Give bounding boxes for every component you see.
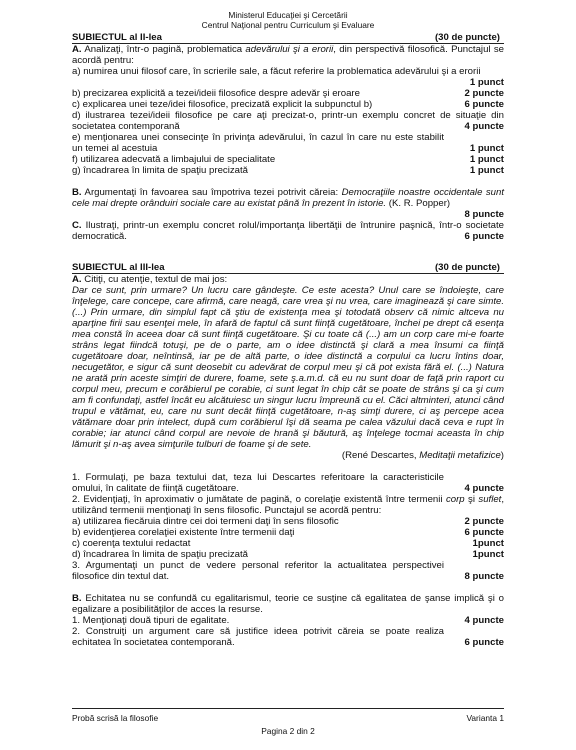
s2-a-intro-text: Analizaţi, într-o pagină, problematica [84, 44, 246, 55]
s2-item-c-text: c) explicarea unei teze/idei filosofice, precizată explicit la subpunctul b) [72, 99, 373, 110]
section-2 [72, 32, 504, 242]
s2-c-score: 6 puncte [464, 231, 504, 242]
s3-q2-item-a [72, 516, 504, 527]
s3-b1 [72, 615, 504, 626]
s3-q2-item-c-score: 1punct [472, 538, 504, 549]
s2-item-g-text: g) încadrarea în limita de spaţiu precizată [72, 165, 248, 176]
s3-a-intro-text: Citiţi, cu atenţie, textul de mai jos: [84, 274, 228, 285]
quote-source [72, 450, 504, 461]
s2-item-e [72, 132, 504, 154]
s2-item-b [72, 88, 504, 99]
s2-item-b-score: 2 puncte [464, 88, 504, 99]
s2-b-label: B. [72, 187, 82, 198]
s3-b2-text: 2. Construiţi un argument care să justifice ideea potrivit căreia se poate realiza echitatea în societatea contemporană. [72, 626, 444, 648]
s3-b-text [72, 593, 504, 615]
s2-item-b-text: b) precizarea explicită a tezei/ideii filosofice despre adevăr şi eroare [72, 88, 360, 99]
s2-b-score: 8 puncte [464, 209, 504, 220]
s3-q2-item-d-text: d) încadrarea în limita de spaţiu precizată [72, 549, 248, 560]
s2-c-body: Ilustraţi, printr-un exemplu concret rolul/importanţa libertăţii de întrunire paşnică, într-o societate democratică. [72, 220, 504, 242]
s3-q2-item-c [72, 538, 504, 549]
section-2-points: (30 de puncte) [434, 32, 500, 43]
s2-b-text-1: Argumentaţi în favoarea sau împotriva tezei potrivit căreia: [84, 187, 342, 198]
s3-q3-score: 8 puncte [464, 571, 504, 582]
s3-q2-term-suflet: suflet [478, 494, 502, 505]
s2-item-d-text: d) ilustrarea tezei/ideii filosofice pe care aţi precizat-o, printr-un exemplu concret de situaţie din societatea contemporană [72, 110, 504, 132]
s2-b-quote: Democraţiile noastre occidentale sunt cele mai drepte orânduiri sociale care au existat până în prezent în istorie. [72, 187, 505, 209]
s3-q2-item-a-score: 2 puncte [464, 516, 504, 527]
s2-item-d-score: 4 puncte [464, 121, 504, 132]
s3-q2-item-b-text: b) evidenţierea corelaţiei existente între termenii daţi [72, 527, 295, 538]
quote-source-author: (René Descartes, [341, 450, 420, 461]
s3-q2-term-corp: corp [445, 494, 465, 505]
section-3-points: (30 de puncte) [434, 262, 500, 273]
s3-b-body: Echitatea nu se confundă cu egalitarismul, teorie ce susţine că egalitatea de şanse implică şi o egalizare a posibilităţilor de acces la resurse. [72, 593, 504, 615]
s3-q2-text-2: , utilizând termenii menţionaţi în sens filosofic. Punctajul se acordă pentru: [72, 494, 504, 516]
s3-q2-text-1: 2. Evidenţiaţi, în aproximativ o jumătate de pagină, o corelaţie existentă între termenii [72, 494, 446, 505]
s3-q1-text: 1. Formulaţi, pe baza textului dat, teza lui Descartes referitoare la caracteristicile omului, în calitate de fiinţă cugetătoare. [72, 472, 444, 494]
s3-q2-item-c-text: c) coerenţa textului redactat [72, 538, 191, 549]
s3-a-label: A. [72, 274, 82, 285]
s3-q2-item-d-score: 1punct [472, 549, 504, 560]
s3-b1-text: 1. Menţionaţi două tipuri de egalitate. [72, 615, 230, 626]
section-2-title: SUBIECTUL al II-lea [72, 32, 162, 43]
s2-item-a-text: a) numirea unui filosof care, în scrierile sale, a făcut referire la problematica adevărului şi a erorii [72, 66, 481, 77]
s2-item-f-score: 1 punct [469, 154, 504, 165]
s3-b2-score: 6 puncte [464, 637, 504, 648]
quote-source-title: Meditaţii metafizice [419, 450, 501, 461]
s3-q2-text [72, 494, 504, 516]
center-name: Centrul Naţional pentru Curriculum şi Evaluare [201, 20, 375, 30]
s2-a-label: A. [72, 44, 82, 55]
s3-q1-score: 4 puncte [464, 483, 504, 494]
s2-b-author: (K. R. Popper) [386, 198, 451, 209]
s2-item-e-text: e) menţionarea unei consecinţe în privinţa adevărului, în cazul în care nu este stabilit un temei al acestuia [72, 132, 444, 154]
s2-a-intro [72, 44, 504, 66]
s3-q3-text: 3. Argumentaţi un punct de vedere personal referitor la actualitatea perspectivei filosofice din textul dat. [72, 560, 444, 582]
s3-b1-score: 4 puncte [464, 615, 504, 626]
s2-item-d [72, 110, 504, 132]
s2-item-g-score: 1 punct [469, 165, 504, 176]
footer-divider [72, 708, 504, 709]
page-number: Pagina 2 din 2 [261, 726, 315, 736]
section-3-heading [72, 262, 504, 274]
section-3 [72, 262, 504, 648]
s2-a-intro-em: adevărului şi a erorii [245, 44, 334, 55]
s3-q2-item-d [72, 549, 504, 560]
s2-item-g [72, 165, 504, 176]
s2-c-label: C. [72, 220, 82, 231]
s3-q2-item-a-text: a) utilizarea fiecăruia dintre cei doi termeni daţi în sens filosofic [72, 516, 339, 527]
s3-q2-item-b [72, 527, 504, 538]
ministry-name: Ministerul Educaţiei şi Cercetării [228, 10, 348, 20]
s2-a-intro-text-2: , din perspectivă filosofică. Punctajul se acordă pentru: [72, 44, 504, 66]
section-2-heading [72, 32, 504, 44]
s3-a-intro [72, 274, 504, 285]
descartes-quote: Dar ce sunt, prin urmare? Un lucru care gândeşte. Ce este acesta? Unul care se îndoieşte, care înţelege, care concepe, care afirmă, care neagă, care vrea şi nu vrea, care imaginează şi care simte. (...) Prin urmare, din simplul fapt că ştiu de existenţa mea şi totodată observ că nimic altceva nu aparţine firii sau esenţei mele, în afară de faptul că sunt fiinţă cugetătoare, închei pe drept că esenţa mea constă în aceea doar că sunt fiinţă cugetătoare. Şi cu toate că (...) am un corp care mi-e foarte strâns legat fiindcă totuşi, pe de o parte, am o idee distinctă şi clară a mea însumi ca fiinţă cugetătoare doar, neîntinsă, iar pe de altă parte, o idee distinctă a corpului ca lucru întins doar, necugetător, e sigur că sunt deosebit cu adevărat de corpul meu şi că pot exista fără el. (...) Natura ne arată prin aceste simţiri de durere, foame, sete ş.a.m.d. că eu nu sunt doar de faţă prin raport cu corpul meu, precum e corăbierul pe corabie, ci sunt legat în chip cât se poate de strâns şi ca şi cum am fi confundaţi, astfel încât eu alcătuiesc un singur lucru împreună cu el. Căci altminteri, atunci când trupul e vătămat, eu, care nu sunt decât fiinţă cugetătoare, n-aş simţi durere, ci aş percepe acea vătămare doar prin intelect, după cum corăbierul îşi dă seama pe calea văzului dacă ceva e rupt în corabie; iar atunci când corpul are nevoie de hrană şi băutură, aş înţelege tocmai aceasta în chip lămurit şi n-aş avea simţurile tulburi de foame şi de sete. [72, 285, 504, 450]
page-footer [72, 713, 504, 723]
quote-source-end: ) [500, 450, 504, 461]
s2-b-text [72, 187, 504, 209]
s2-item-e-score: 1 punct [469, 143, 504, 154]
footer-exam-name: Probă scrisă la filosofie [72, 713, 159, 723]
section-3-title: SUBIECTUL al III-lea [72, 262, 165, 273]
s3-b-label: B. [72, 593, 82, 604]
s2-item-a [72, 66, 504, 88]
s2-item-a-score: 1 punct [469, 77, 504, 88]
s3-q2-mid: şi [464, 494, 479, 505]
footer-variant: Varianta 1 [466, 713, 504, 723]
s2-item-c-score: 6 puncte [464, 99, 504, 110]
s2-item-f [72, 154, 504, 165]
s2-item-c [72, 99, 504, 110]
s3-q2-item-b-score: 6 puncte [464, 527, 504, 538]
s2-item-f-text: f) utilizarea adecvată a limbajului de specialitate [72, 154, 276, 165]
document-header [0, 10, 576, 30]
